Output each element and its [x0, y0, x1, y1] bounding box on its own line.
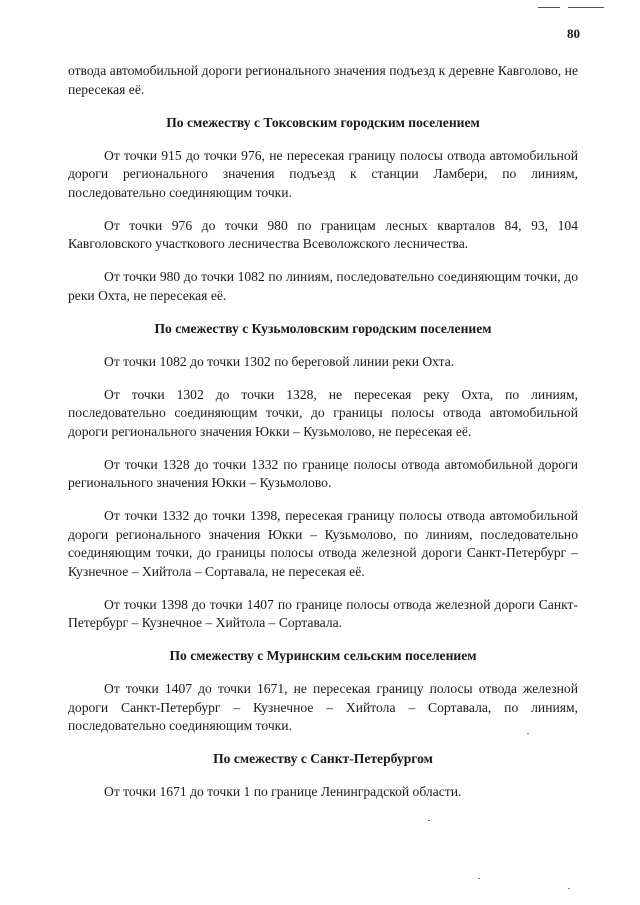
- paragraph: От точки 915 до точки 976, не пересекая границу полосы отвода автомобильной дороги регионального значения подъезд к станции Ламбери, по линиям, последовательно соединяющим точки.: [68, 147, 578, 200]
- section-heading: По смежеству с Токсовским городским поселением: [166, 114, 480, 130]
- paragraph: От точки 1332 до точки 1398, пересекая границу полосы отвода автомобильной дороги регионального значения Юкки – Кузьмолово, по линиям, последовательно соединяющим точки, до границы полосы отвода железной дороги Санкт-Петербург – Кузнечное – Хийтола – Сортавала, не пересекая её.: [68, 508, 578, 579]
- scan-speck: [568, 888, 570, 889]
- scan-mark: [568, 7, 604, 8]
- paragraph: отвода автомобильной дороги регионального значения подъезд к деревне Кавголово, не пересекая её.: [68, 63, 578, 97]
- paragraph: От точки 1082 до точки 1302 по береговой линии реки Охта.: [104, 353, 455, 369]
- paragraph: От точки 980 до точки 1082 по линиям, последовательно соединяющим точки, до реки Охта, не пересекая её.: [68, 269, 578, 303]
- paragraph: От точки 1407 до точки 1671, не пересекая границу полосы отвода железной дороги Санкт-Петербург – Кузнечное – Хийтола – Сортавала, по линиям, последовательно соединяющим точки.: [68, 681, 578, 733]
- paragraph: От точки 1328 до точки 1332 по границе полосы отвода автомобильной дороги регионального значения Юкки – Кузьмолово.: [68, 456, 578, 490]
- section-heading: По смежеству с Санкт-Петербургом: [213, 751, 433, 766]
- paragraph: От точки 976 до точки 980 по границам лесных кварталов 84, 93, 104 Кавголовского участкового лесничества Всеволожского лесничества.: [68, 217, 578, 251]
- section-heading: По смежеству с Кузьмоловским городским поселением: [154, 320, 492, 336]
- document-body: [68, 62, 578, 816]
- page-number: 80: [567, 26, 580, 41]
- section-heading: По смежеству с Муринским сельским поселением: [169, 648, 477, 663]
- scan-speck: [478, 878, 480, 879]
- paragraph: От точки 1398 до точки 1407 по границе полосы отвода железной дороги Санкт-Петербург – Кузнечное – Хийтола – Сортавала.: [68, 596, 578, 630]
- scan-speck: [428, 820, 430, 821]
- paragraph: От точки 1671 до точки 1 по границе Ленинградской области.: [104, 784, 462, 799]
- scan-mark: [538, 7, 560, 8]
- paragraph: От точки 1302 до точки 1328, не пересекая реку Охта, по линиям, последовательно соединяющим точки, до границы полосы отвода автомобильной дороги регионального значения Юкки – Кузьмолово, не пересекая её.: [68, 386, 578, 439]
- scan-speck: [527, 733, 529, 734]
